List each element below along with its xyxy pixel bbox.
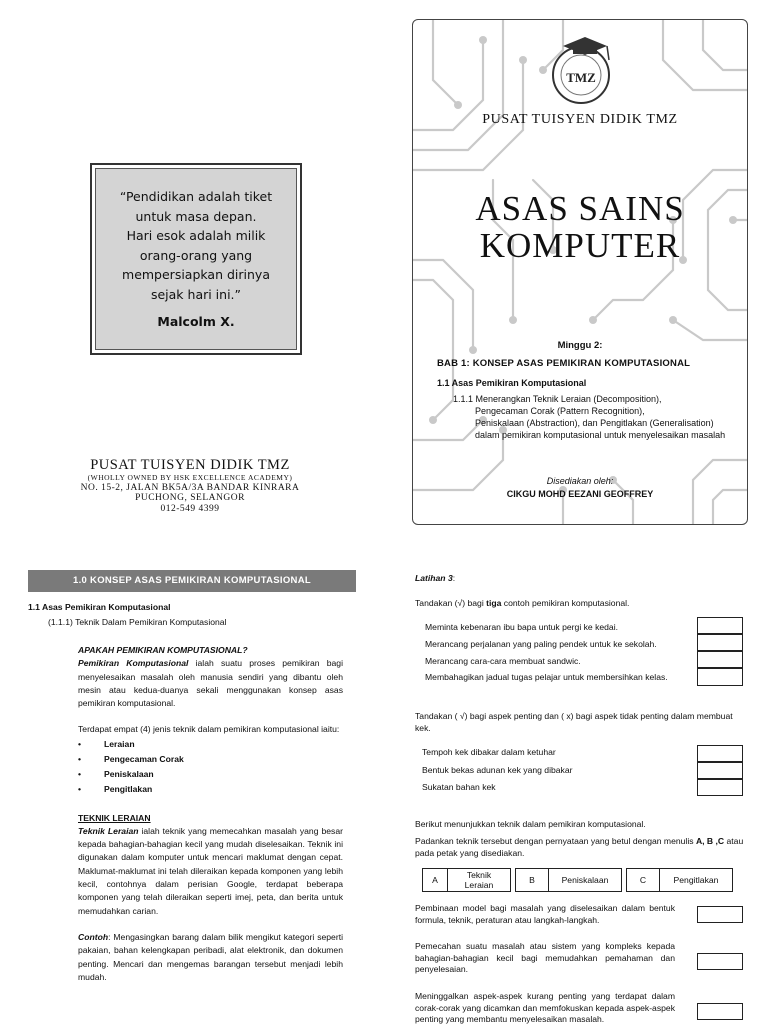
quote-line: orang-orang yang [139,247,253,263]
example-paragraph [78,931,343,984]
tmz-logo-icon [553,37,609,103]
quote-line: sejak hari ini.” [150,286,242,302]
prepared-by-label: Disediakan oleh: [546,476,614,486]
phone-number: 012-549 4399 [160,503,220,514]
exercise-title-colon: : [452,573,456,583]
objective-line: Peniskalaan (Abstraction), dan Pengitlakan (Generalisation) [475,418,714,428]
definition-paragraph [78,657,343,710]
objective-line: 1.1.1 Menerangkan Teknik Leraian (Decomposition), [453,394,662,404]
quote-author: Malcolm X. [157,314,235,329]
cover-title-line-1: ASAS SAINS [475,189,685,228]
option-label: Pengitlakan [660,869,733,892]
address-block [60,457,320,514]
exercise-title-text: Latihan 3 [415,573,453,583]
option-letter: B [516,869,549,892]
quote-box [95,168,297,350]
list-item: • Peniskalaan [78,767,343,782]
answer-box[interactable] [697,617,743,634]
center-name: PUSAT TUISYEN DIDIK TMZ [90,457,290,473]
ownership-note: (WHOLLY OWNED BY HSK EXCELLENCE ACADEMY) [87,473,293,482]
quote-line: untuk masa depan. [135,208,257,224]
option-letter: C [627,869,660,892]
leraian-term: Teknik Leraian [78,825,139,836]
q2-item: Bentuk bekas adunan kek yang dibakar [422,765,573,775]
q3-intro: Berikut menunjukkan teknik dalam pemikiran komputasional. [415,819,646,829]
week-label: Minggu 2: [557,340,603,351]
example-label: Contoh [78,931,109,942]
question-heading: APAKAH PEMIKIRAN KOMPUTASIONAL? [78,645,248,655]
author-name: CIKGU MOHD EEZANI GEOFFREY [506,489,654,499]
answer-box[interactable] [697,745,743,762]
cover-brand: PUSAT TUISYEN DIDIK TMZ [482,112,678,127]
subtopic-heading: 1.1 Asas Pemikiran Komputasional [437,378,587,388]
address-line-2: PUCHONG, SELANGOR [135,493,245,503]
technique-list [78,737,343,798]
list-item: • Leraian [78,737,343,752]
q1-item: Merancang perjalanan yang paling pendek untuk ke sekolah. [425,639,657,649]
q1-item: Membahagikan jadual tugas pelajar untuk membersihkan kelas. [425,672,668,682]
answer-box[interactable] [697,634,743,651]
options-table [422,868,733,892]
cover-title [412,190,748,264]
cover-panel [412,19,748,525]
learning-objective [453,393,743,441]
objective-line: Pengecaman Corak (Pattern Recognition), [475,406,645,416]
q3-prompt-text: Padankan teknik tersebut dengan pernyataan yang betul dengan menulis [415,836,696,846]
answer-box[interactable] [697,906,743,923]
q1-prompt-text: contoh pemikiran komputasional. [501,598,630,608]
section-title-bar: 1.0 KONSEP ASAS PEMIKIRAN KOMPUTASIONAL [28,570,356,592]
exercise-title [415,573,455,585]
q3-prompt [415,836,745,859]
example-text: : Mengasingkan barang dalam bilik mengikut kategori seperti pakaian, bahan kelengkapan peribadi, alat elektronik, dan dokumen penting. Mencari dan mengemas barangan tersebut menjadi lebih mudah. [78,931,343,982]
statement: Pemecahan suatu masalah atau sistem yang kompleks kepada bahagian-bahagian kecil bagi memudahkan pemahaman dan penyelesaian. [415,941,675,974]
notes-subheading: (1.1.1) Teknik Dalam Pemikiran Komputasional [48,617,227,627]
answer-box[interactable] [697,953,743,970]
q1-prompt [415,598,745,610]
types-intro: Terdapat empat (4) jenis teknik dalam pemikiran komputasional iaitu: [78,724,340,735]
option-label: Teknik Leraian [448,869,511,892]
statement: Meninggalkan aspek-aspek kurang penting yang terdapat dalam corak-corak yang dicamkan dan memfokuskan kepada aspek-aspek penting yang membantu menyelesaikan masalah. [415,991,675,1024]
q3-prompt-bold: A, B ,C [695,836,725,846]
address-line-1: NO. 15-2, JALAN BK5A/3A BANDAR KINRARA [80,482,300,493]
list-item: • Pengitlakan [78,782,343,797]
answer-box[interactable] [697,668,743,686]
quote-line: Hari esok adalah milik [126,228,266,243]
notes-heading: 1.1 Asas Pemikiran Komputasional [28,602,171,612]
q1-item: Merancang cara-cara membuat sandwic. [425,656,581,666]
notes-body [78,644,343,984]
logo-text: TMZ [566,70,596,85]
statement: Pembinaan model bagi masalah yang diselesaikan dalam bentuk formula, teknik, peraturan atau langkah-langkah. [415,903,675,925]
leraian-heading: TEKNIK LERAIAN [78,812,151,823]
leraian-text: ialah teknik yang memecahkan masalah yang besar kepada bahagian-bahagian kecil yang mudah diselesaikan. Teknik ini digunakan dalam komputer untuk mencari maklumat dengan cepat. Maklumat-maklumat ini telah dileraikan kepada komponen yang lebih kecil, contohnya dalam perisian Google, terdapat beberapa komponen yang telah dileraikan seperti imej, peta, dan berita untuk memudahkan carian. [78,825,343,916]
objective-line: dalam pemikiran komputasional untuk menyelesaikan masalah [475,430,726,440]
q1-prompt-bold: tiga [486,598,502,608]
q2-item: Sukatan bahan kek [422,782,496,792]
answer-box[interactable] [697,651,743,668]
q1-prompt-text: Tandakan (√) bagi [415,598,487,608]
definition-term: Pemikiran Komputasional [78,658,189,669]
definition-text: ialah suatu proses pemikiran bagi menyelesaikan masalah oleh manusia sendiri yang dibantu oleh mesin atau kedua-duanya sekali menggunakan konsep asas pemikiran komputasional. [78,658,343,709]
quote-line: mempersiapkan dirinya [122,267,270,282]
option-letter: A [423,869,448,892]
cover-title-line-2: KOMPUTER [479,226,681,265]
answer-box[interactable] [697,779,743,796]
chapter-heading: BAB 1: KONSEP ASAS PEMIKIRAN KOMPUTASIONAL [437,358,691,369]
answer-box[interactable] [697,762,743,779]
circuit-background [413,20,748,525]
q3-prompt-text: atau pada petak yang disediakan. [415,836,744,858]
q2-item: Tempoh kek dibakar dalam ketuhar [422,747,556,757]
quote-line: “Pendidikan adalah tiket [119,189,273,204]
leraian-paragraph [78,825,343,918]
q2-prompt: Tandakan ( √) bagi aspek penting dan ( x) bagi aspek tidak penting dalam membuat kek. [415,711,733,733]
q1-item: Meminta kebenaran ibu bapa untuk pergi ke kedai. [425,622,619,632]
list-item: • Pengecaman Corak [78,752,343,767]
answer-box[interactable] [697,1003,743,1020]
option-label: Peniskalaan [549,869,622,892]
